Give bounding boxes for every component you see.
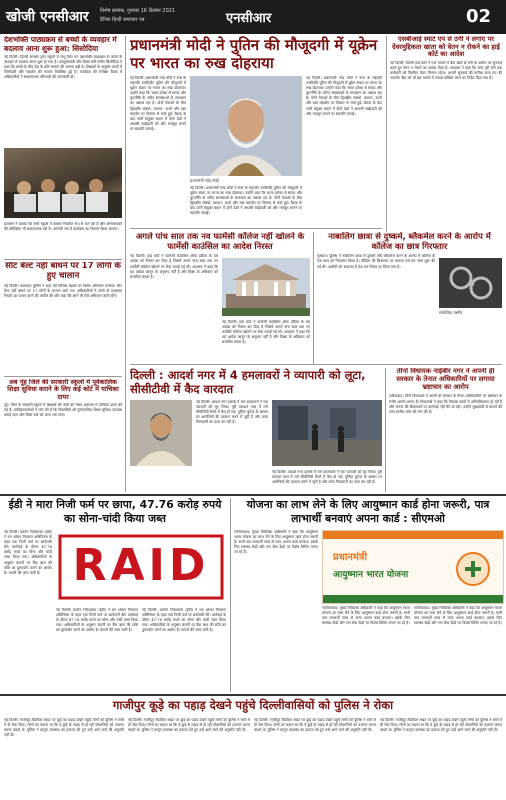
story-body: गुरुग्राम। पुलिस ने नाबालिग छात्रा से दुष्कर्म और ब्लैकमेल करने के आरोप में कॉलेज के एक छात्र को गिरफ्तार किया है। पीड़िता की शिकायत पर मामला दर्ज कर जांच शुरू की गई थी। आरोपी को अदालत में पेश कर रिमांड पर लिया गया है। xyxy=(317,254,435,269)
story-sbi-hc xyxy=(390,36,502,211)
classroom-photo xyxy=(4,148,122,218)
newspaper-name: खोजी एनसीआर xyxy=(6,9,89,25)
story-body: नई दिल्ली। यातायात पुलिस ने शहर की विभिन्न सड़कों पर विशेष अभियान चलाया। सीट बेल्ट नहीं बांधने पर 17 लोगों के चालान काटे गए। अधिकारियों ने लोगों से यातायात नियमों का पालन करने की अपील की और कहा कि आगे भी ऐसे अभियान जारी रहेंगे। xyxy=(4,283,122,298)
date-line: विशेष क्रमांक, गुरुवार 16 दिसंबर 2021 xyxy=(100,8,176,14)
lead-body-under: नई दिल्ली। प्रधानमंत्री नरेंद्र मोदी ने रूस के राष्ट्रपति व्लादिमीर पुतिन की मौजूदगी में यूक्रेन संकट पर भारत का रुख दोहराया। उन्होंने कहा कि भारत हमेशा से संवाद और कूटनीति के जरिए समस्याओं के समाधान का पक्षधर रहा है। दोनों नेताओं के बीच द्विपक्षीय संबंधों, व्यापार, ऊर्जा और रक्षा सहयोग पर विस्तार से चर्चा हुई। बैठक के बाद जारी संयुक्त बयान में दोनों देशों ने आपसी साझेदारी को और मजबूत बनाने पर सहमति जताई। xyxy=(190,186,302,216)
banner-line2: आयुष्मान भारत योजना xyxy=(333,570,409,580)
classroom-illustration xyxy=(4,148,122,218)
story-title: दिल्ली : आदर्श नगर में 4 हमलावरों ने व्यापारी को लूटा, सीसीटीवी में कैद वारदात xyxy=(130,368,366,396)
page-number: 02 xyxy=(466,6,492,27)
story-mla-corruption xyxy=(389,368,502,476)
lead-body-col2: नई दिल्ली। प्रधानमंत्री नरेंद्र मोदी ने रूस के राष्ट्रपति व्लादिमीर पुतिन की मौजूदगी में यूक्रेन संकट पर भारत का रुख दोहराया। उन्होंने कहा कि भारत हमेशा से संवाद और कूटनीति के जरिए समस्याओं के समाधान का पक्षधर रहा है। दोनों नेताओं के बीच द्विपक्षीय संबंधों, व्यापार, ऊर्जा और रक्षा सहयोग पर विस्तार से चर्चा हुई। बैठक के बाद जारी संयुक्त बयान में दोनों देशों ने आपसी साझेदारी को और मजबूत बनाने पर सहमति जताई। xyxy=(306,76,382,116)
modi-photo xyxy=(190,76,302,176)
story-body-col3: नई दिल्ली। गाजीपुर लैंडफिल साइट पर कूड़े का पहाड़ देखने पहुंचे लोगों को पुलिस ने रास्ते में ही रोक दिया। लोगों का कहना था कि वे कूड़े के पहाड़ से हो रही परेशानियों को उजागर करना चाहते थे। पुलिस ने कानून व्यवस्था का हवाला देते हुए उन्हें आगे जाने की अनुमति नहीं दी। xyxy=(254,718,376,733)
story-body-col4: नई दिल्ली। गाजीपुर लैंडफिल साइट पर कूड़े का पहाड़ देखने पहुंचे लोगों को पुलिस ने रास्ते में ही रोक दिया। लोगों का कहना था कि वे कूड़े के पहाड़ से हो रही परेशानियों को उजागर करना चाहते थे। पुलिस ने कानून व्यवस्था का हवाला देते हुए उन्हें आगे जाने की अनुमति नहीं दी। xyxy=(380,718,502,733)
handcuff-illustration xyxy=(439,258,502,308)
arrest-photo-caption: सांकेतिक तस्वीर xyxy=(439,310,463,315)
raid-graphic xyxy=(56,530,226,604)
modi-portrait xyxy=(190,76,302,176)
arrest-photo xyxy=(439,258,502,308)
story-body-col3: नई दिल्ली। प्रवर्तन निदेशालय (ईडी) ने धन शोधन निवारण अधिनियम के तहत एक निजी फर्म पर छापेमारी की। कार्रवाई के दौरान 47.76 करोड़ रुपये का सोना और चांदी जब्त किया गया। अधिकारियों के अनुसार कंपनी पर बैंक ऋण की राशि का दुरुपयोग करने का आरोप है। मामले की जांच जारी है। xyxy=(142,608,226,633)
raid-text: RAID xyxy=(72,540,210,591)
story-body: नई दिल्ली। हाई कोर्ट ने फार्मेसी काउंसिल ऑफ इंडिया के उस आदेश को निरस्त कर दिया है जिसमें अगले पांच साल तक नए फार्मेसी कॉलेज खोलने पर रोक लगाई गई थी। अदालत ने कहा कि यह आदेश कानून के अनुरूप नहीं है और शिक्षा के अधिकार को प्रभावित करता है। xyxy=(130,254,218,279)
story-body: नई दिल्ली। दिल्ली हाई कोर्ट ने एक मामले में बैंक खाते से ठगी के आरोप पर सुनवाई करते हुए वेतन न रोकने का आदेश दिया है। अदालत ने कहा कि जांच पूरी होने तक कर्मचारी को नियमित वेतन मिलता रहेगा। अगली सुनवाई की तारीख जल्द तय की जाएगी। बैंक को भी इस मामले में जवाब दाखिल करने का निर्देश दिया गया है। xyxy=(390,60,502,81)
story-body-continued: प्रशासन ने बताया कि सभी स्कूलों में कक्षाएं नियमित रूप से चल रही हैं और अभिभावकों की प्रतिक्रिया भी सकारात्मक रही है। आगामी सत्र में कार्यक्रम का विस्तार किया जाएगा। xyxy=(4,222,122,232)
story-body-col1: नई दिल्ली। गाजीपुर लैंडफिल साइट पर कूड़े का पहाड़ देखने पहुंचे लोगों को पुलिस ने रास्ते में ही रोक दिया। लोगों का कहना था कि वे कूड़े के पहाड़ से हो रही परेशानियों को उजागर करना चाहते थे। पुलिस ने कानून व्यवस्था का हवाला देते हुए उन्हें आगे जाने की अनुमति नहीं दी। xyxy=(4,718,124,738)
story-ed-raid xyxy=(4,498,226,526)
story-adarsh-nagar-robbery xyxy=(130,368,380,396)
story-body-col3: गाजियाबाद। मुख्य चिकित्सा अधिकारी ने कहा कि आयुष्मान भारत योजना का लाभ लेने के लिए आयुष्मान कार्ड होना जरूरी है। सभी पात्र लाभार्थी जल्द से जल्द अपना कार्ड बनवाएं। इसके लिए स्वास्थ्य केंद्रों और जन सेवा केंद्रों पर विशेष शिविर लगाए जा रहे हैं। xyxy=(414,606,502,626)
story-patriotism xyxy=(4,36,122,111)
story-title: सीट बेल्ट नहीं बांधने पर 17 लोगों के हुए चालान xyxy=(5,262,121,281)
lead-photo-caption: प्रधानमंत्री नरेंद्र मोदी xyxy=(190,178,219,183)
cctv-photo xyxy=(272,400,382,466)
story-title: अब नूंह जिले की सरकारी स्कूलों में पूर्वकालिक शिक्षा सुविधा कराने के लिए कई कोर्ट में याचिका दायर xyxy=(7,379,119,401)
story-body: फरीदाबाद। तीनों विधायकों ने अपनी ही सरकार के तैनात अधिकारियों पर भ्रष्टाचार के गंभीर आरोप लगाए हैं। विधायकों ने कहा कि विकास कार्यों में अनियमितताएं हो रही हैं और जनता की शिकायतों पर कार्रवाई नहीं की जा रही। उन्होंने मुख्यमंत्री से मामले की उच्च स्तरीय जांच की मांग की है। xyxy=(389,394,502,414)
story-title: योजना का लाभ लेने के लिए आयुष्मान कार्ड होना जरूरी, पात्र लाभार्थी बनवाएं अपना कार्ड : सीएमओ xyxy=(246,498,490,525)
story-body-col2: नई दिल्ली। गाजीपुर लैंडफिल साइट पर कूड़े का पहाड़ देखने पहुंचे लोगों को पुलिस ने रास्ते में ही रोक दिया। लोगों का कहना था कि वे कूड़े के पहाड़ से हो रही परेशानियों को उजागर करना चाहते थे। पुलिस ने कानून व्यवस्था का हवाला देते हुए उन्हें आगे जाने की अनुमति नहीं दी। xyxy=(128,718,250,733)
story-body-col1: नई दिल्ली। प्रवर्तन निदेशालय (ईडी) ने धन शोधन निवारण अधिनियम के तहत एक निजी फर्म पर छापेमारी की। कार्रवाई के दौरान 47.76 करोड़ रुपये का सोना और चांदी जब्त किया गया। अधिकारियों के अनुसार कंपनी पर बैंक ऋण की राशि का दुरुपयोग करने का आरोप है। मामले की जांच जारी है। xyxy=(4,530,52,575)
banner-line1: प्रधानमंत्री xyxy=(333,552,368,563)
story-ghazipur-landfill xyxy=(4,698,502,713)
story-title: एसबीआई स्मार्ट एप से ठगी ने लगाए पर देवरमुद्दिकता खाता को वेतन न रोकने का हाई कोर्ट का आदेश xyxy=(392,36,500,59)
ayushman-banner xyxy=(322,530,504,604)
cctv-still xyxy=(272,400,382,466)
sub-line: दैनिक हिन्दी समाचार पत्र xyxy=(100,17,145,23)
story-title: ईडी ने मारा निजी फर्म पर छापा, 47.76 करोड़ रुपये का सोना-चांदी किया जब्त xyxy=(8,498,222,525)
story-title: अगले पांच साल तक नव फार्मेसी कॉलेज नहीं खोलने के फार्मेसी काउंसिल का आदेश निरस्त xyxy=(135,232,305,251)
story-body: नूंह। जिले के सरकारी स्कूलों में शिक्षकों की कमी को लेकर अदालत में याचिका दायर की गई है। याचिकाकर्ताओं ने मांग की है कि विद्यार्थियों को पूर्णकालिक शिक्षा सुविधा उपलब्ध कराई जाए और रिक्त पदों को जल्द भरा जाए। xyxy=(4,403,122,418)
lead-body-col1: नई दिल्ली। प्रधानमंत्री नरेंद्र मोदी ने रूस के राष्ट्रपति व्लादिमीर पुतिन की मौजूदगी में यूक्रेन संकट पर भारत का रुख दोहराया। उन्होंने कहा कि भारत हमेशा से संवाद और कूटनीति के जरिए समस्याओं के समाधान का पक्षधर रहा है। दोनों नेताओं के बीच द्विपक्षीय संबंधों, व्यापार, ऊर्जा और रक्षा सहयोग पर विस्तार से चर्चा हुई। बैठक के बाद जारी संयुक्त बयान में दोनों देशों ने आपसी साझेदारी को और मजबूत बनाने पर सहमति जताई। xyxy=(130,76,186,131)
court-building-illustration xyxy=(222,258,310,316)
story-title: तीनों विधायक नाईबीर नगर ने अपनी ही सरकार के तेनात अधिकारियों पर लगाया भ्रष्टाचार का आरोप xyxy=(396,368,495,391)
story-body-under: नई दिल्ली। आदर्श नगर इलाके में चार हमलावरों ने एक व्यापारी को लूट लिया। पूरी वारदात पास में लगे सीसीटीवी कैमरे में कैद हो गई। पुलिस फुटेज के आधार पर आरोपियों की पहचान करने में जुटी है और जल्द गिरफ्तारी का दावा कर रही है। xyxy=(272,470,382,485)
victim-portrait xyxy=(130,400,192,466)
story-body-col2: गाजियाबाद। मुख्य चिकित्सा अधिकारी ने कहा कि आयुष्मान भारत योजना का लाभ लेने के लिए आयुष्मान कार्ड होना जरूरी है। सभी पात्र लाभार्थी जल्द से जल्द अपना कार्ड बनवाएं। इसके लिए स्वास्थ्य केंद्रों और जन सेवा केंद्रों पर विशेष शिविर लगाए जा रहे हैं। xyxy=(322,606,410,626)
story-body-col1: गाजियाबाद। मुख्य चिकित्सा अधिकारी ने कहा कि आयुष्मान भारत योजना का लाभ लेने के लिए आयुष्मान कार्ड होना जरूरी है। सभी पात्र लाभार्थी जल्द से जल्द अपना कार्ड बनवाएं। इसके लिए स्वास्थ्य केंद्रों और जन सेवा केंद्रों पर विशेष शिविर लगाए जा रहे हैं। xyxy=(234,530,318,555)
story-title: गाजीपुर कूड़े का पहाड़ देखने पहुंचे दिल्लीवासियों को पुलिस ने रोका xyxy=(112,698,394,712)
story-title: नाबालिग छात्रा से दुष्कर्म, ब्लैकमेल करने के आरोप में कॉलेज का छात्र गिरफ्तार xyxy=(328,232,491,251)
lead-title: प्रधानमंत्री मोदी ने पुतिन की मौजूदगी में यूक्रेन पर भारत का रुख दोहराया xyxy=(130,36,378,72)
story-body-col2: नई दिल्ली। प्रवर्तन निदेशालय (ईडी) ने धन शोधन निवारण अधिनियम के तहत एक निजी फर्म पर छापेमारी की। कार्रवाई के दौरान 47.76 करोड़ रुपये का सोना और चांदी जब्त किया गया। अधिकारियों के अनुसार कंपनी पर बैंक ऋण की राशि का दुरुपयोग करने का आरोप है। मामले की जांच जारी है। xyxy=(56,608,138,633)
court-building-photo xyxy=(222,258,310,316)
story-title: देशभक्ति पाठ्यक्रम से बच्चों के व्यवहार में बदलाव आना शुरू हुआ: सिसोदिया xyxy=(4,36,117,53)
story-body: नई दिल्ली। दिल्ली सरकार द्वारा स्कूलों में लागू किए गए देशभक्ति पाठ्यक्रम से बच्चों के व्यवहार में बदलाव आना शुरू हो गया है। उपमुख्यमंत्री और शिक्षा मंत्री मनीष सिसोदिया ने कहा कि बच्चों के बीच देश के प्रति सम्मान की भावना बढ़ी है। शिक्षकों के अनुसार छात्रों में जिम्मेदारी और सहयोग की भावना विकसित हुई है। कार्यक्रम की समीक्षा बैठक में अधिकारियों ने सकारात्मक परिणामों की जानकारी दी। xyxy=(4,55,122,80)
story-seatbelt xyxy=(4,262,122,376)
victim-photo xyxy=(130,400,192,466)
lead-story xyxy=(130,36,382,72)
story-body: नई दिल्ली। आदर्श नगर इलाके में चार हमलावरों ने एक व्यापारी को लूट लिया। पूरी वारदात पास में लगे सीसीटीवी कैमरे में कैद हो गई। पुलिस फुटेज के आधार पर आरोपियों की पहचान करने में जुटी है और जल्द गिरफ्तारी का दावा कर रही है। xyxy=(196,400,268,425)
masthead xyxy=(0,0,506,34)
story-ayushman-card xyxy=(234,498,502,526)
story-body-right: नई दिल्ली। हाई कोर्ट ने फार्मेसी काउंसिल ऑफ इंडिया के उस आदेश को निरस्त कर दिया है जिसमें अगले पांच साल तक नए फार्मेसी कॉलेज खोलने पर रोक लगाई गई थी। अदालत ने कहा कि यह आदेश कानून के अनुरूप नहीं है और शिक्षा के अधिकार को प्रभावित करता है। xyxy=(222,320,310,345)
section-name: एनसीआर xyxy=(226,11,272,26)
